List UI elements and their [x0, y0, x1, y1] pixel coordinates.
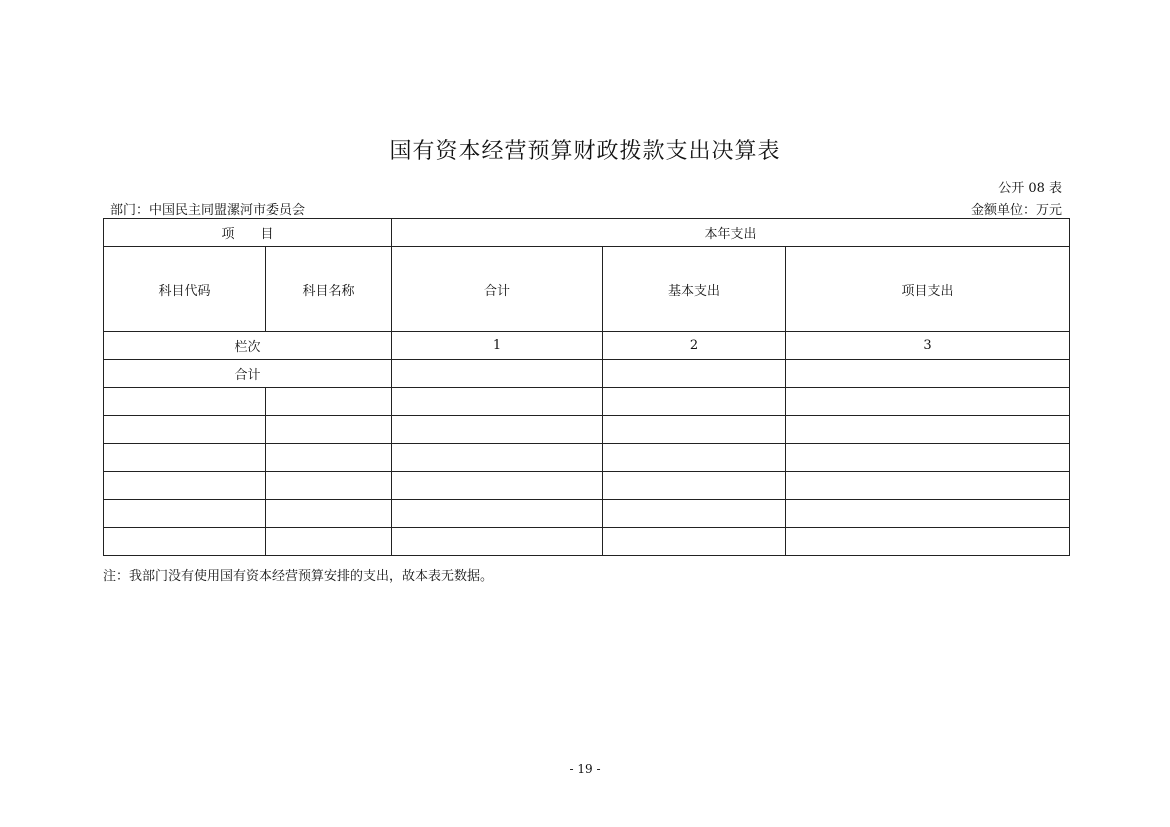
table-cell — [786, 500, 1070, 528]
row-total — [104, 360, 1070, 388]
table-cell — [786, 416, 1070, 444]
table-cell — [603, 500, 786, 528]
table-cell — [786, 360, 1070, 388]
table-cell — [104, 388, 266, 416]
row-index-cell: 1 — [392, 332, 603, 360]
table-cell — [104, 416, 266, 444]
header-row-columns — [104, 247, 1070, 332]
row-index-cell: 2 — [603, 332, 786, 360]
header-basic-expense: 基本支出 — [603, 247, 786, 332]
table-cell — [603, 360, 786, 388]
table-cell — [603, 388, 786, 416]
table-cell — [104, 528, 266, 556]
header-subject-code: 科目代码 — [104, 247, 266, 332]
table-cell — [104, 500, 266, 528]
table-row — [104, 500, 1070, 528]
table-cell — [392, 388, 603, 416]
page-number: - 19 - — [569, 762, 601, 776]
page-title: 国有资本经营预算财政拨款支出决算表 — [389, 139, 781, 164]
department-label: 部门：中国民主同盟漯河市委员会 — [110, 203, 306, 218]
header-subject-name: 科目名称 — [266, 247, 392, 332]
table-cell — [786, 472, 1070, 500]
table-row — [104, 528, 1070, 556]
table-row — [104, 388, 1070, 416]
table-row — [104, 472, 1070, 500]
table-cell — [104, 472, 266, 500]
table-cell — [266, 500, 392, 528]
header-project-expense: 项目支出 — [786, 247, 1070, 332]
table-cell — [266, 416, 392, 444]
table-row — [104, 444, 1070, 472]
row-index-label: 栏次 — [104, 332, 392, 360]
form-number: 公开 08 表 — [998, 181, 1062, 196]
row-index — [104, 332, 1070, 360]
header-total: 合计 — [392, 247, 603, 332]
table-cell — [266, 444, 392, 472]
header-current-year-expense: 本年支出 — [392, 219, 1070, 247]
table-cell — [392, 500, 603, 528]
table-cell — [392, 416, 603, 444]
table-cell — [603, 472, 786, 500]
empty-rows — [104, 388, 1070, 556]
row-total-label: 合计 — [104, 360, 392, 388]
table-cell — [603, 416, 786, 444]
table-cell — [392, 444, 603, 472]
table-note: 注：我部门没有使用国有资本经营预算安排的支出，故本表无数据。 — [103, 569, 494, 584]
table-cell — [392, 360, 603, 388]
table-cell — [266, 472, 392, 500]
table-cell — [786, 444, 1070, 472]
table-cell — [603, 444, 786, 472]
budget-table — [103, 218, 1070, 556]
table-cell — [104, 444, 266, 472]
table-cell — [266, 388, 392, 416]
table-cell — [392, 528, 603, 556]
table-cell — [786, 528, 1070, 556]
row-index-cell: 3 — [786, 332, 1070, 360]
table-row — [104, 416, 1070, 444]
table-cell — [266, 528, 392, 556]
table-cell — [603, 528, 786, 556]
unit-label: 金额单位：万元 — [970, 203, 1062, 218]
header-row-group — [104, 219, 1070, 247]
table-cell — [392, 472, 603, 500]
header-item: 项 目 — [104, 219, 392, 247]
table-cell — [786, 388, 1070, 416]
